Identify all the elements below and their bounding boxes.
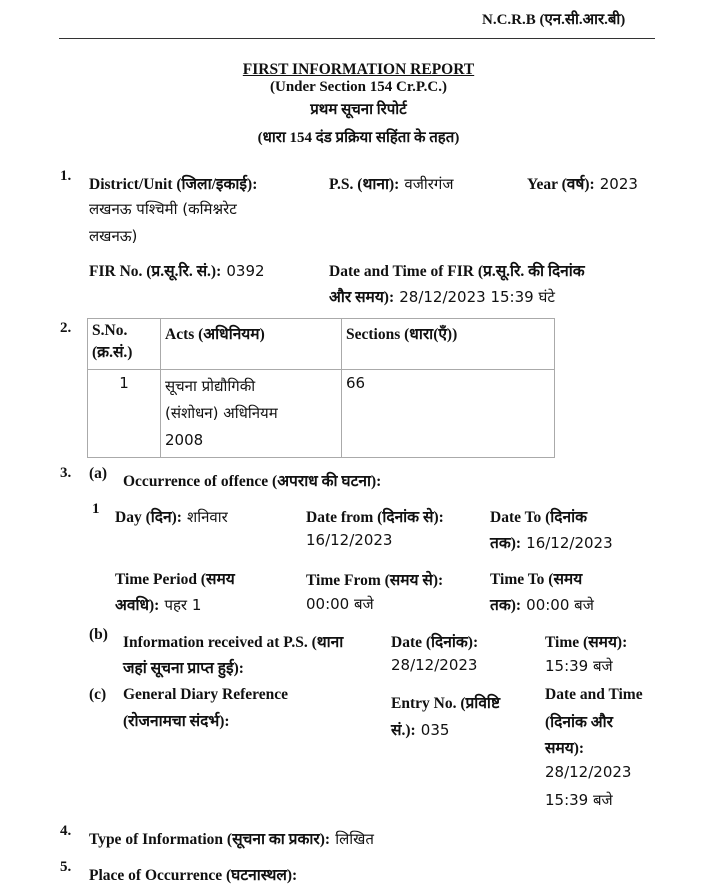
section-3c-mark: (c)	[89, 686, 107, 703]
section-1-number: 1.	[60, 168, 72, 184]
fir-datetime-value: 28/12/2023 15:39 घंटे	[399, 288, 555, 306]
row-act-line3: 2008	[165, 431, 204, 449]
occurrence-title: Occurrence of offence (अपराध की घटना):	[123, 473, 382, 490]
ps-label: P.S. (थाना):	[329, 176, 400, 193]
section-5-number: 5.	[60, 859, 72, 875]
entry-no-value: 035	[420, 721, 450, 739]
row-sno	[88, 370, 161, 458]
info-type-field	[89, 827, 374, 849]
gd-datetime-date: 28/12/2023	[545, 763, 632, 781]
day-field	[115, 505, 228, 527]
header-acts-text: Acts (अधिनियम)	[165, 326, 265, 343]
info-time-value: 15:39 बजे	[545, 657, 613, 675]
section-3a-mark: (a)	[89, 465, 108, 482]
gd-datetime-label-line2: (दिनांक और	[545, 714, 613, 731]
time-from-label: Time From (समय से):	[306, 572, 444, 589]
header-sno-line2: (क्र.सं.)	[92, 344, 133, 361]
gd-datetime-label-line1: Date and Time	[545, 686, 643, 703]
time-period-value: पहर 1	[164, 596, 202, 614]
header-sections-text: Sections (धारा(एँ))	[346, 326, 458, 343]
occurrence-row-number: 1	[92, 501, 100, 517]
year-label: Year (वर्ष):	[527, 176, 595, 193]
row-section-value: 66	[346, 374, 366, 392]
header-divider	[59, 38, 655, 39]
row-act	[161, 370, 342, 458]
date-to-label-line1: Date To (दिनांक	[490, 509, 588, 526]
time-from-value: 00:00 बजे	[306, 595, 374, 613]
time-to-value: 00:00 बजे	[526, 596, 594, 614]
fir-datetime-label-line2: और समय):	[329, 289, 395, 306]
time-period-field	[115, 593, 201, 615]
section-3-number: 3.	[60, 465, 72, 481]
date-to-label-line2: तक):	[490, 535, 522, 552]
info-type-value: लिखित	[335, 830, 374, 848]
fir-label: FIR No. (प्र.सू.रि. सं.):	[89, 263, 222, 280]
district-label: District/Unit (जिला/इकाई):	[89, 176, 258, 193]
acts-table-header	[88, 319, 555, 370]
district-value-line1: लखनऊ पश्चिमी (कमिश्नरेट	[89, 200, 237, 218]
year-field	[527, 172, 638, 194]
report-title	[0, 61, 717, 79]
row-act-line1: सूचना प्रोद्यौगिकी	[165, 377, 256, 395]
report-subtitle: (Under Section 154 Cr.P.C.)	[270, 79, 447, 95]
entry-no-field	[391, 718, 449, 740]
fir-datetime-field	[329, 285, 555, 307]
header-acts	[161, 319, 342, 370]
row-act-line2: (संशोधन) अधिनियम	[165, 404, 278, 422]
report-title-hindi: प्रथम सूचना रिपोर्ट	[310, 102, 407, 118]
section-3b-mark: (b)	[89, 626, 108, 643]
header-sno	[88, 319, 161, 370]
gd-reference-label-line1: General Diary Reference	[123, 686, 288, 703]
info-date-label: Date (दिनांक):	[391, 634, 479, 651]
fir-number-field	[89, 259, 265, 281]
year-value: 2023	[599, 175, 638, 193]
gd-reference-label-line2: (रोजनामचा संदर्भ):	[123, 713, 230, 730]
info-date-value: 28/12/2023	[391, 656, 478, 674]
gd-datetime-label-line3: समय):	[545, 740, 585, 757]
info-received-label-line2: जहां सूचना प्राप्त हुई):	[123, 660, 244, 677]
date-to-value: 16/12/2023	[526, 534, 613, 552]
table-row	[88, 370, 555, 458]
place-of-occurrence-label: Place of Occurrence (घटनास्थल):	[89, 867, 298, 884]
section-2-number: 2.	[60, 320, 72, 336]
row-sno-value: 1	[119, 374, 129, 392]
acts-table	[87, 318, 555, 458]
info-received-label-line1: Information received at P.S. (थाना	[123, 634, 344, 651]
header-sections	[342, 319, 555, 370]
ps-value: वजीरगंज	[404, 175, 454, 193]
header-sno-line1: S.No.	[92, 322, 128, 339]
district-value-line2: लखनऊ)	[89, 227, 138, 245]
row-section	[342, 370, 555, 458]
date-to-field	[490, 531, 613, 553]
date-from-value: 16/12/2023	[306, 531, 393, 549]
report-subtitle-hindi: (धारा 154 दंड प्रक्रिया सहिंता के तहत)	[257, 130, 460, 146]
info-time-label: Time (समय):	[545, 634, 628, 651]
time-to-label-line2: तक):	[490, 597, 522, 614]
info-type-label: Type of Information (सूचना का प्रकार):	[89, 831, 331, 848]
time-period-label-line1: Time Period (समय	[115, 571, 235, 588]
ncrb-header: N.C.R.B (एन.सी.आर.बी)	[482, 12, 626, 28]
entry-no-label-line1: Entry No. (प्रविष्टि	[391, 695, 500, 712]
day-label: Day (दिन):	[115, 509, 182, 526]
gd-datetime-time: 15:39 बजे	[545, 791, 613, 809]
date-from-label: Date from (दिनांक से):	[306, 509, 444, 526]
time-to-label-line1: Time To (समय	[490, 571, 583, 588]
time-period-label-line2: अवधि):	[115, 597, 160, 614]
day-value: शनिवार	[187, 508, 228, 526]
time-to-field	[490, 593, 594, 615]
fir-value: 0392	[226, 262, 265, 280]
entry-no-label-line2: सं.):	[391, 722, 416, 739]
section-4-number: 4.	[60, 823, 72, 839]
police-station-field	[329, 172, 453, 194]
report-title-text: FIRST INFORMATION REPORT	[242, 61, 475, 78]
fir-datetime-label-line1: Date and Time of FIR (प्र.सू.रि. की दिनांक	[329, 263, 585, 280]
